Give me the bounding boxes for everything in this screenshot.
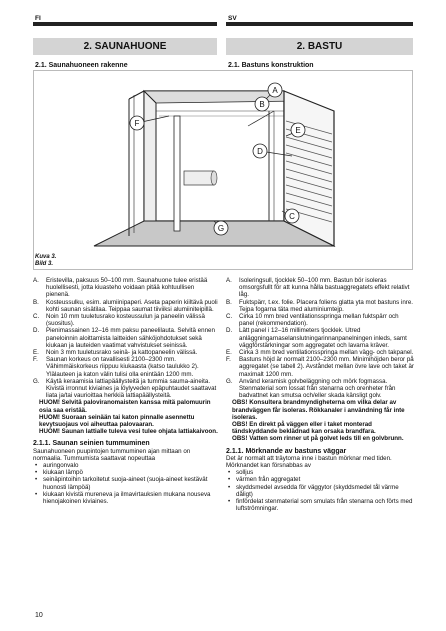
subsection-title-fi: 2.1. Saunahuoneen rakenne: [35, 62, 128, 69]
label-d: D: [257, 147, 263, 156]
list-item: A. Isoleringsull, tjocklek 50–100 mm. Bastun bör isoleras omsorgsfullt för att kunna hålla bastuaggregatets effekt relativt låg.: [226, 277, 410, 299]
paragraph: Det är normalt att träytorna inne i bastun mörknar med tiden. Mörknandet kan försnabbas av: [226, 454, 392, 470]
paragraph: Saunahuoneen puupintojen tummuminen ajan mittaan on normaalia. Tummumista saattavat nopeuttaa: [33, 447, 191, 462]
list-item: D. Lätt panel i 12–16 millimeters tjocklek. Utred anläggningarnaselanslutningarinnanpanelningen inleds, samt väggförstärkningar som aggregatet och lavarna kräver.: [226, 327, 407, 349]
bullet-item: • seinäpintoihin tarkoitetut suoja-aineet (suoja-aineet kestävät huonosti lämpöä): [35, 476, 208, 491]
page-number: 10: [35, 612, 43, 619]
subsection-title-sv: 2.1. Bastuns konstruktion: [228, 62, 314, 69]
list-item: E. Noin 3 mm tuuletusrako seinä- ja kattopaneelin välissä.: [33, 349, 198, 357]
label-f: F: [134, 119, 140, 128]
bullet-item: • solljus: [228, 469, 254, 477]
list-item: A. Eristevilla, paksuus 50–100 mm. Saunahuone tulee eristää huolellisesti, jotta kiuasteho voidaan pitää kohtuullisen pienenä.: [33, 277, 208, 299]
list-item: F. Bastuns höjd är normalt 2100–2300 mm. Minimihöjden beror på aggregatet (se tabell 2). Avståndet mellan övre lave och taket är maximalt 1200 mm.: [226, 356, 414, 378]
list-item: B. Kosteussulku, esim. alumiinipaperi. Aseta paperin kiiltävä puoli kohti saunan sisätilaa. Teippaa saumat tiiviiksi alumiiniteipillä.: [33, 298, 218, 313]
label-a: A: [272, 86, 278, 95]
bullet-item: • skyddsmedel avsedda för väggytor (skyddsmedel tål värme dåligt): [228, 483, 399, 498]
bullet-item: • auringonvalo: [35, 462, 79, 470]
language-code-fi: FI: [35, 15, 41, 22]
bullet-item: • finfördelat stenmaterial som smulats från stenarna och förts med luftströmningar.: [228, 498, 413, 513]
bullet-item: • kiukaan kivistä mureneva ja ilmavirtauksien mukana nouseva hienojakoinen kiviaines.: [35, 490, 211, 506]
bullet-item: • kiukaan lämpö: [35, 469, 83, 477]
label-c: C: [289, 212, 295, 221]
list-item: G. Käytä keraamisia lattiapäällysteitä ja tummia sauma-aineita. Kivistä irronnut kiviaines ja löylyveden epäpuhtaudet saattavat liata ja/tai vaurioittaa herkkiä lattiapäällysteitä.: [33, 377, 217, 400]
section-title-sv: 2. BASTU: [226, 38, 413, 55]
label-g: G: [217, 224, 225, 233]
header-bar-right: [226, 22, 413, 26]
list-item: G. Använd keramisk golvbeläggning och mörk fogmassa. Stenmaterial som lossat från stenarna och orenheter från badvattnet kan smutsa och/eller skada känsligt golv.: [226, 377, 396, 400]
section-title-fi: 2. SAUNAHUONE: [33, 38, 217, 55]
list-item: B. Fuktspärr, t.ex. folie. Placera foliens glatta yta mot bastuns inre. Tejpa fogarna täta med aluminiumtejp.: [226, 298, 414, 313]
bullet-item: • värmen från aggregatet: [228, 476, 301, 484]
sauna-diagram: [34, 71, 414, 271]
list-item: C. Cirka 10 mm bred ventilationsspringa mellan fuktspärr och panel (rekommendation).: [226, 313, 399, 328]
column-sv: [226, 277, 414, 513]
figure-caption: Kuva 3. Bild 3.: [35, 254, 57, 267]
column-fi: [33, 277, 219, 505]
sauna-construction-figure: [33, 70, 413, 270]
label-b: B: [259, 100, 265, 109]
list-item: C. Noin 10 mm tuuletusrako kosteussulun ja paneelin välissä (suositus).: [33, 313, 205, 328]
list-item: D. Pienimassainen 12–16 mm paksu paneelilauta. Selvitä ennen paneloinnin aloittamista laitteiden sähköjohdotukset sekä kiukaan ja lauteiden vaatimat vahvistukset seinissä.: [33, 327, 215, 349]
list-item: F. Saunan korkeus on tavallisesti 2100–2300 mm. Vähimmäiskorkeus riippuu kiukaasta (katso taulukko 2). Ylälauteen ja katon välin tulisi olla enintään 1200 mm.: [33, 356, 199, 378]
notes-fi: HUOM! Selvitä paloviranomaisten kanssa mitä palomuurin osia saa eristää. HUOM! Suoraan seinään tai katon pinnalle asennettu kevytsuojaus voi aiheuttaa palovaaran. HUOM! Saunan lattialle tuleva vesi tulee ohjata lattiakaivoon.: [39, 399, 218, 436]
label-e: E: [295, 126, 301, 135]
subsection-title-sv-2: 2.1.1. Mörknande av bastuns väggar: [226, 447, 347, 455]
header-bar-left: [33, 22, 217, 26]
notes-sv: OBS! Konsultera brandmyndigheterna om vilka delar av brandväggen får isoleras. Rökkanaler i användning får inte isoleras. OBS! En direkt på väggen eller i taket monterad tändskyddande beklädnad kan orsaka brandfara. OBS! Vatten som rinner ut på golvet leds till en golvbrunn.: [232, 399, 405, 443]
subsection-title-fi-2: 2.1.1. Saunan seinien tummuminen: [33, 440, 150, 448]
language-code-sv: SV: [228, 15, 237, 22]
list-item: E. Cirka 3 mm bred ventilationsspringa mellan vägg- och takpanel.: [226, 349, 414, 357]
